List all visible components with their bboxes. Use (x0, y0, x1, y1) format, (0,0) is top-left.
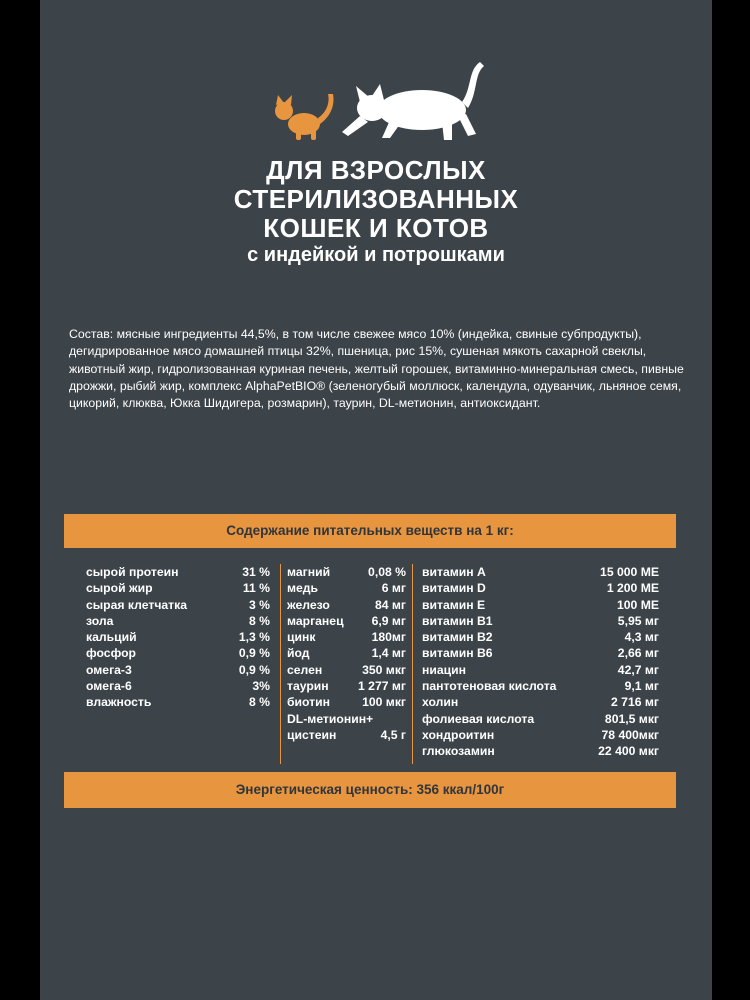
nutrient-name: витамин В2 (422, 630, 493, 645)
composition-text (69, 326, 689, 412)
nutrient-name: витамин А (422, 565, 486, 579)
nutrients-heading: Содержание питательных веществ на 1 кг: (64, 514, 676, 548)
nutrient-value: 9,1 мг (624, 679, 659, 694)
nutrient-value: 3% (252, 679, 270, 694)
nutrient-name: фосфор (86, 646, 136, 661)
nutrient-row (413, 711, 677, 727)
nutrient-row (281, 678, 413, 694)
cat-icon (342, 62, 484, 140)
nutrient-name: омега-6 (86, 679, 132, 694)
nutrient-row (281, 629, 413, 645)
product-subtitle: с индейкой и потрошками (247, 244, 505, 266)
nutrient-row (281, 727, 413, 743)
nutrient-name: холин (422, 695, 459, 710)
nutrient-row (413, 580, 677, 596)
nutrient-name: магний (287, 565, 331, 579)
nutrient-name: пантотеновая кислота (422, 679, 557, 694)
nutrient-name: витамин Е (422, 597, 486, 612)
nutrient-value: 3 % (248, 597, 270, 612)
nutrient-name: таурин (287, 679, 329, 694)
nutrient-row (64, 580, 280, 596)
product-title (40, 156, 712, 267)
nutrient-row (413, 694, 677, 710)
nutrient-row (413, 678, 677, 694)
title-line-1: ДЛЯ ВЗРОСЛЫХ (266, 155, 486, 185)
nutrient-value: 4,5 г (380, 727, 406, 742)
nutrient-row (413, 613, 677, 629)
nutrient-value: 22 400 мкг (598, 744, 659, 759)
nutrient-row (281, 694, 413, 710)
nutrient-name: марганец (287, 613, 344, 628)
kitten-icon (275, 94, 333, 140)
nutrients-column-vitamins (412, 564, 677, 764)
nutrient-value: 0,9 % (238, 662, 270, 677)
nutrient-row (413, 743, 677, 759)
nutrient-value: 1 277 мг (358, 679, 406, 694)
nutrient-value: 1 200 МЕ (606, 581, 659, 596)
nutrient-value: 8 % (248, 613, 270, 628)
nutrient-name: цинк (287, 630, 316, 645)
nutrient-row (64, 564, 280, 580)
nutrient-name: омега-3 (86, 662, 132, 677)
energy-value: Энергетическая ценность: 356 ккал/100г (64, 772, 676, 808)
nutrient-name: фолиевая кислота (422, 711, 535, 726)
nutrient-value: 0,08 % (368, 565, 406, 579)
nutrient-name: биотин (287, 695, 330, 710)
nutrient-value: 31 % (242, 565, 270, 579)
nutrient-value: 100 мкг (362, 695, 406, 710)
composition-label: Состав: (69, 327, 114, 341)
nutrient-row (281, 564, 413, 580)
nutrient-name: витамин В1 (422, 613, 493, 628)
nutrient-name: селен (287, 662, 323, 677)
nutrient-name: глюкозамин (422, 744, 495, 759)
nutrients-column-minerals (280, 564, 413, 764)
nutrient-name: сырой жир (86, 581, 153, 596)
nutrient-value: 180мг (371, 630, 406, 645)
two-cats-icon (272, 58, 512, 142)
nutrient-row (64, 613, 280, 629)
nutrient-name: сырой протеин (86, 565, 179, 579)
nutrient-row (281, 597, 413, 613)
nutrient-row (413, 645, 677, 661)
nutrient-value: 15 000 МЕ (600, 565, 659, 579)
nutrient-value: 8 % (248, 695, 270, 710)
nutrient-name: кальций (86, 630, 137, 645)
nutrient-name: витамин В6 (422, 646, 493, 661)
nutrient-row (413, 727, 677, 743)
nutrient-row (64, 694, 280, 710)
nutrient-name: хондроитин (422, 727, 495, 742)
nutrient-value: 1,4 мг (371, 646, 406, 661)
nutrient-name: витамин D (422, 581, 486, 596)
nutrient-value: 801,5 мкг (604, 711, 659, 726)
nutrient-row (64, 597, 280, 613)
nutrient-name: медь (287, 581, 319, 596)
nutrient-row (413, 629, 677, 645)
nutrient-value: 42,7 мг (617, 662, 659, 677)
nutrient-value: 2 716 мг (611, 695, 659, 710)
nutrient-name: сырая клетчатка (86, 597, 188, 612)
nutrient-value: 6 мг (381, 581, 406, 596)
nutrient-row (413, 597, 677, 613)
package-panel (40, 0, 712, 1000)
nutrient-row (281, 613, 413, 629)
nutrient-row (281, 580, 413, 596)
nutrient-value: 100 МЕ (616, 597, 659, 612)
nutrient-name: йод (287, 646, 310, 661)
nutrient-value: 4,3 мг (624, 630, 659, 645)
nutrient-value: 5,95 мг (617, 613, 659, 628)
nutrient-value: 84 мг (374, 597, 406, 612)
nutrient-value: 6,9 мг (371, 613, 406, 628)
nutrient-value: 11 % (242, 581, 270, 596)
nutrient-row (64, 678, 280, 694)
nutrient-row (413, 662, 677, 678)
nutrient-row (413, 564, 677, 580)
nutrient-row (64, 662, 280, 678)
nutrient-name: влажность (86, 695, 152, 710)
nutrient-value: 350 мкг (362, 662, 406, 677)
nutrient-row (64, 629, 280, 645)
nutrient-name: цистеин (287, 727, 337, 742)
nutrient-row (281, 662, 413, 678)
composition-body: мясные ингредиенты 44,5%, в том числе свежее мясо 10% (индейка, свиные субпродукты), дегидрированное мясо домашней птицы 32%, пшеница, рис 15%, сушеная мякоть сахарной свеклы, животный жир, гидролизованная куриная печень, желтый горошек, витаминно-минеральная смесь, пивные дрожжи, рыбий жир, комплекс AlphaPetBIO® (зеленогубый моллюск, календула, одуванчик, льняное семя, цикорий, клюква, Юкка Шидигера, розмарин), таурин, DL-метионин, антиоксидант. (69, 327, 684, 411)
nutrient-name: DL-метионин+ (287, 711, 374, 726)
nutrient-value: 78 400мкг (601, 727, 659, 742)
nutrient-value: 1,3 % (238, 630, 270, 645)
nutrient-name: ниацин (422, 662, 466, 677)
title-line-3: КОШЕК И КОТОВ (263, 213, 489, 243)
title-line-2: СТЕРИЛИЗОВАННЫХ (233, 184, 519, 214)
nutrient-name: зола (86, 613, 114, 628)
nutrient-row (64, 645, 280, 661)
nutrients-column-basic (64, 564, 280, 764)
nutrient-name: железо (287, 597, 330, 612)
nutrient-row (281, 711, 413, 727)
nutrients-table (64, 548, 676, 772)
nutrient-value: 2,66 мг (617, 646, 659, 661)
nutrient-value: 0,9 % (238, 646, 270, 661)
nutrient-row (281, 645, 413, 661)
